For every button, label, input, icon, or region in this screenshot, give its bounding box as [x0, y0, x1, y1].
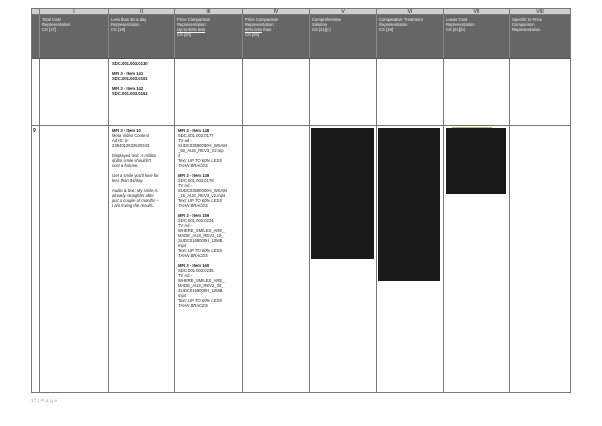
header-text-line: CS [20]: [245, 32, 259, 37]
header-text-line: CS [17]: [42, 27, 56, 32]
text-run: WHERE_SMILES_ARE_: [178, 278, 225, 283]
text-run: _60_AUS_REV3_V2.mp: [178, 148, 224, 153]
header-text-line: Total Cost: [42, 17, 61, 22]
header-text-line: Representation: [512, 27, 541, 32]
table-row: [32, 126, 570, 392]
text-line: [112, 203, 171, 208]
text-run: TV Ad -: [178, 273, 192, 278]
table-cell: [109, 59, 175, 125]
text-run: SUDC03590000H_WSAM: [178, 188, 227, 193]
text-run: MFI 3 - Item 148: [178, 128, 210, 133]
table-cell: [243, 126, 310, 392]
header-price-comparison-up-to-60: [175, 15, 243, 58]
text-run-emphasis: My smile is: [136, 188, 158, 193]
header-price-comparison-60-less: [243, 15, 310, 58]
text-run: MADE_AUS_REV2_15_: [178, 233, 224, 238]
text-run: Ad ID: a-: [112, 138, 129, 143]
header-text-line: Comparison: [512, 22, 535, 27]
text-run: TV ad -: [178, 138, 192, 143]
header-text-tail: than: [262, 27, 272, 32]
text-run: less than $4/day.: [112, 178, 144, 183]
text-run: Text:: [178, 298, 189, 303]
table-cell: [310, 59, 377, 125]
roman-cell: II: [109, 9, 175, 14]
text-run: Text:: [178, 248, 189, 253]
evidence-table: [31, 8, 571, 393]
header-text-line: Solution: [312, 22, 328, 27]
table-cell: [310, 126, 377, 392]
text-run: SDC.001.003.0130: [112, 61, 148, 66]
header-underlined-text: 60% less: [245, 27, 262, 32]
text-run: Meta Video Content: [112, 133, 149, 138]
header-less-than-4-a-day: [109, 15, 175, 58]
text-run: THAN BRACES: [178, 303, 208, 308]
header-specific-to-price: [510, 15, 570, 58]
header-text-line: Price Comparison: [245, 17, 279, 22]
text-run-emphasis: A million: [140, 153, 157, 158]
table-cell: [510, 59, 570, 125]
header-text-line: Less than $4 a day: [111, 17, 147, 22]
redaction-box: [446, 128, 506, 194]
table-cell: [377, 59, 444, 125]
cell-text: [109, 126, 174, 210]
row-number-cell: [32, 59, 40, 125]
table-cell: [243, 59, 310, 125]
header-text-line: Representation: [379, 22, 408, 27]
header-text-line: Representation: [111, 22, 140, 27]
header-text-line: Comprehensive: [312, 17, 342, 22]
roman-cell: I: [40, 9, 109, 14]
table-cell: [175, 59, 243, 125]
text-run: WHERE_SMILES_ARE_: [178, 228, 225, 233]
text-run: SDC.001.003.0177: [178, 133, 214, 138]
text-run-emphasis: UP TO 60% LESS: [188, 158, 222, 163]
roman-cell: VI: [377, 9, 444, 14]
text-run: SUDC03590000H_WSAM: [178, 143, 227, 148]
text-run-emphasis: UP TO 60% LESS: [188, 248, 222, 253]
text-run: _15_AUS_REV3_v2.mp4: [178, 193, 226, 198]
text-run: TV Ad -: [178, 223, 192, 228]
header-lower-cost: [444, 15, 510, 58]
roman-cell-blank: [32, 9, 40, 14]
header-text-line: Representation: [446, 22, 475, 27]
header-text-line: CS [18]: [111, 27, 125, 32]
text-run: Text:: [178, 198, 189, 203]
text-run: TV Ad -: [178, 183, 192, 188]
text-run: MADE_AUS_REV2_30_: [178, 283, 224, 288]
text-run: THAN BRACES: [178, 203, 208, 208]
text-run: I am loving the results.: [112, 203, 154, 208]
header-underlined-text: Up to 60% less: [177, 27, 206, 32]
roman-cell: VIII: [536, 9, 544, 14]
text-run: mp4: [178, 243, 187, 248]
text-run-emphasis: UP TO 60% LESS: [188, 198, 222, 203]
table-row: [32, 59, 570, 126]
text-run: SDC.001.003.0235: [178, 268, 214, 273]
header-cell-blank: [32, 15, 40, 58]
table-cell: [377, 126, 444, 392]
header-comprehensive-solution: [310, 15, 377, 58]
text-run: SDC.001.003.0178: [178, 178, 214, 183]
row-number: 9: [33, 128, 36, 134]
header-text-line: CS [21](b): [446, 27, 466, 32]
text-run: MFI 3 - Item 141: [112, 71, 144, 76]
text-run: Get a smile you'll love for: [112, 173, 159, 178]
header-text-line: CS [19]: [379, 27, 393, 32]
table-cell: [40, 126, 109, 392]
roman-cell: VII: [444, 9, 510, 14]
header-text-line: Representation:: [177, 22, 207, 27]
table-cell: [109, 126, 175, 392]
text-run: MFI 3 - Item 159: [178, 213, 210, 218]
table-cell: [510, 126, 570, 392]
header-comparative-treatment: [377, 15, 444, 58]
text-run: THAN BRACES: [178, 253, 208, 258]
cell-text: [175, 126, 242, 310]
header-text-line: CS [20]: [177, 32, 191, 37]
text-run: just a couple of months –: [112, 198, 159, 203]
header-text-line: Representation: [42, 22, 71, 27]
text-run-emphasis: UP TO 60% LESS: [188, 298, 222, 303]
text-run: THAN BRACES: [178, 163, 208, 168]
text-run: SUDC0168000H_10MB.: [178, 238, 224, 243]
text-run: MFI 3 - Item 149: [178, 173, 210, 178]
text-run: mp4: [178, 293, 187, 298]
row-number-cell: [32, 126, 40, 392]
table-cell: [444, 126, 510, 392]
text-run: cost a fortune.: [112, 163, 139, 168]
redaction-box: [311, 128, 374, 259]
text-run: Audio & text:: [112, 188, 137, 193]
text-line: [112, 91, 171, 96]
header-text-line: CS [21](c): [312, 27, 331, 32]
text-run: SUDC0169000H_10MB.: [178, 288, 224, 293]
roman-cell: III: [175, 9, 243, 14]
text-run: MFI 3 - Item 10: [112, 128, 141, 133]
roman-cell: IV: [243, 9, 310, 14]
roman-cell: V: [310, 9, 377, 14]
header-total-cost: [40, 15, 109, 58]
header-text-line: Specific to Price: [512, 17, 543, 22]
header-text-line: Lower Cost: [446, 17, 468, 22]
text-run: SDC.001.003.0162: [112, 91, 148, 96]
text-run: already straighter after: [112, 193, 154, 198]
text-run: dollar smile shouldn't: [112, 158, 151, 163]
column-header-row: [32, 15, 570, 59]
header-text-line: Comparative Treatment: [379, 17, 423, 22]
page-number-footer: 17 | P a g e: [31, 398, 58, 403]
redaction-box: [378, 128, 440, 281]
header-text-line: Price Comparison: [177, 17, 211, 22]
text-run: SDC.001.003.0161: [112, 76, 148, 81]
text-run: Displayed text:: [112, 153, 141, 158]
table-cell: [40, 59, 109, 125]
table-cell: [444, 59, 510, 125]
text-run: MFI 3 - Item 142: [112, 86, 144, 91]
header-text-line: Representation:: [245, 22, 275, 27]
text-run: 4: [178, 153, 181, 158]
cell-text: [109, 59, 174, 98]
table-cell: [175, 126, 243, 392]
text-run: Text:: [178, 158, 189, 163]
text-run: 2384012632520343: [112, 143, 150, 148]
text-run: SDC.001.003.0234: [178, 218, 214, 223]
text-run: MFI 3 - Item 160: [178, 263, 210, 268]
text-line: [178, 303, 239, 308]
